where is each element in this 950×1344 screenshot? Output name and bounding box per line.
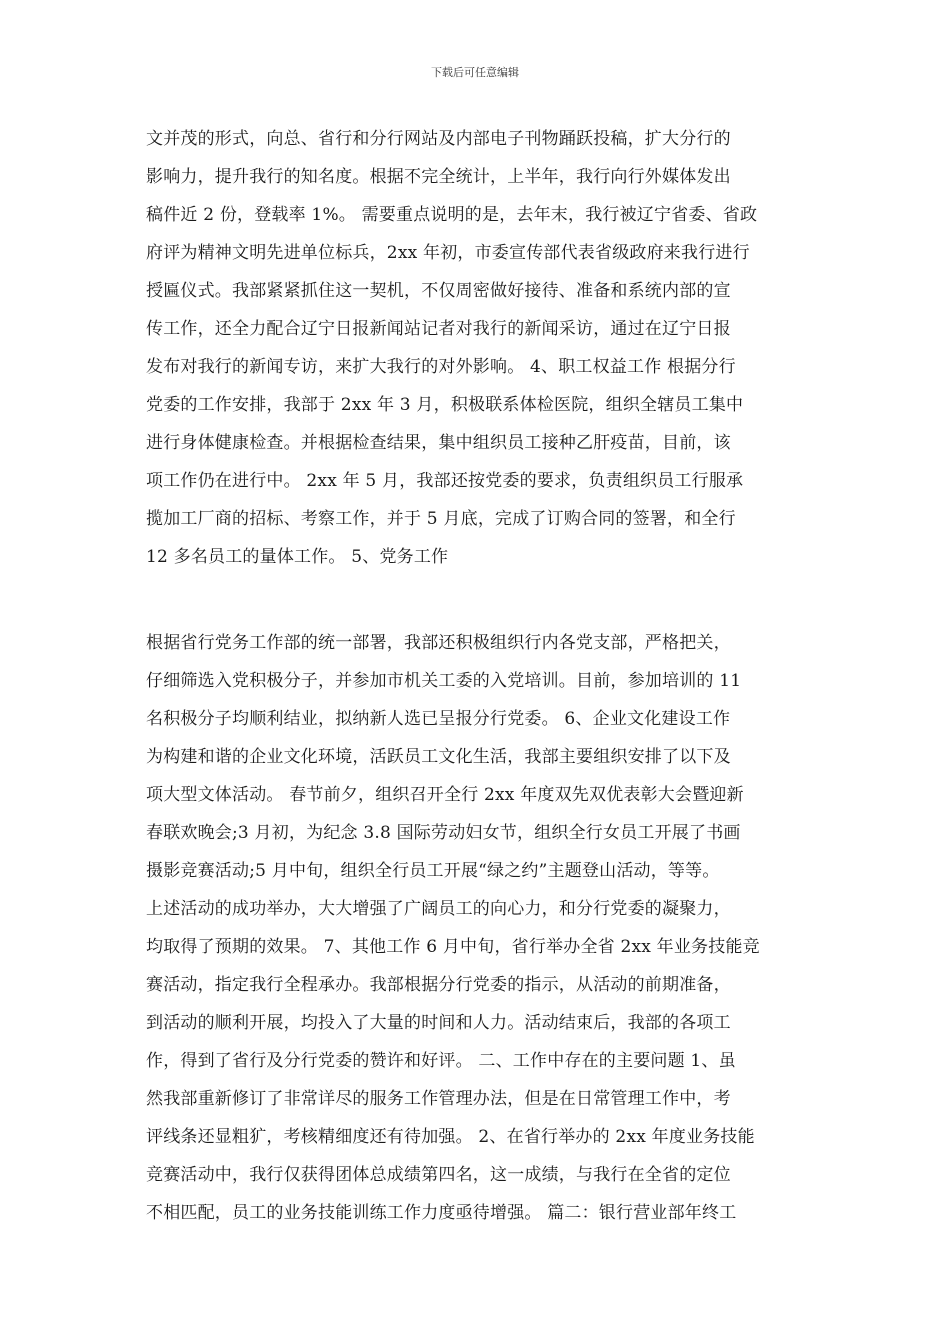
text-line: 均取得了预期的效果。 7、其他工作 6 月中旬，省行举办全省 2xx 年业务技能竞 bbox=[146, 937, 760, 957]
text-line: 赛活动，指定我行全程承办。我部根据分行党委的指示，从活动的前期准备， bbox=[146, 975, 731, 995]
text-line: 为构建和谐的企业文化环境，活跃员工文化生活，我部主要组织安排了以下及 bbox=[146, 747, 731, 767]
text-line: 作，得到了省行及分行党委的赞许和好评。 二、工作中存在的主要问题 1、虽 bbox=[146, 1051, 736, 1071]
text-line: 春联欢晚会;3 月初，为纪念 3.8 国际劳动妇女节，组织全行女员工开展了书画 bbox=[146, 823, 741, 843]
text-line: 传工作，还全力配合辽宁日报新闻站记者对我行的新闻采访，通过在辽宁日报 bbox=[146, 319, 731, 339]
text-line: 影响力，提升我行的知名度。根据不完全统计，上半年，我行向行外媒体发出 bbox=[146, 167, 731, 187]
text-line: 到活动的顺利开展，均投入了大量的时间和人力。活动结束后，我部的各项工 bbox=[146, 1013, 731, 1033]
text-line: 稿件近 2 份，登载率 1%。 需要重点说明的是，去年末，我行被辽宁省委、省政 bbox=[146, 205, 758, 225]
text-line: 仔细筛选入党积极分子，并参加市机关工委的入党培训。目前，参加培训的 11 bbox=[146, 671, 742, 691]
paragraph-2 bbox=[146, 624, 810, 1232]
paragraph-gap bbox=[146, 576, 810, 624]
text-line: 文并茂的形式，向总、省行和分行网站及内部电子刊物踊跃投稿，扩大分行的 bbox=[146, 129, 731, 149]
text-line: 揽加工厂商的招标、考察工作，并于 5 月底，完成了订购合同的签署，和全行 bbox=[146, 509, 736, 529]
text-line: 授匾仪式。我部紧紧抓住这一契机，不仅周密做好接待、准备和系统内部的宣 bbox=[146, 281, 731, 301]
text-line: 发布对我行的新闻专访，来扩大我行的对外影响。 4、职工权益工作 根据分行 bbox=[146, 357, 736, 377]
text-line: 竞赛活动中，我行仅获得团体总成绩第四名，这一成绩，与我行在全省的定位 bbox=[146, 1165, 731, 1185]
text-line: 项工作仍在进行中。 2xx 年 5 月，我部还按党委的要求，负责组织员工行服承 bbox=[146, 471, 744, 491]
text-line: 12 多名员工的量体工作。 5、党务工作 bbox=[146, 547, 449, 567]
text-line: 府评为精神文明先进单位标兵，2xx 年初，市委宣传部代表省级政府来我行进行 bbox=[146, 243, 750, 263]
text-line: 名积极分子均顺利结业，拟纳新人选已呈报分行党委。 6、企业文化建设工作 bbox=[146, 709, 731, 729]
text-line: 上述活动的成功举办，大大增强了广阔员工的向心力，和分行党委的凝聚力， bbox=[146, 899, 731, 919]
page-header: 下载后可任意编辑 bbox=[431, 66, 519, 79]
document-body bbox=[146, 120, 810, 1232]
text-line: 不相匹配，员工的业务技能训练工作力度亟待增强。 篇二：银行营业部年终工 bbox=[146, 1203, 737, 1223]
text-line: 评线条还显粗犷，考核精细度还有待加强。 2、在省行举办的 2xx 年度业务技能 bbox=[146, 1127, 755, 1147]
text-line: 然我部重新修订了非常详尽的服务工作管理办法，但是在日常管理工作中，考 bbox=[146, 1089, 731, 1109]
text-line: 项大型文体活动。 春节前夕，组织召开全行 2xx 年度双先双优表彰大会暨迎新 bbox=[146, 785, 744, 805]
text-line: 摄影竞赛活动;5 月中旬，组织全行员工开展“绿之约”主题登山活动，等等。 bbox=[146, 861, 720, 881]
text-line: 进行身体健康检查。并根据检查结果，集中组织员工接种乙肝疫苗，目前，该 bbox=[146, 433, 731, 453]
text-line: 根据省行党务工作部的统一部署，我部还积极组织行内各党支部，严格把关， bbox=[146, 633, 731, 653]
text-line: 党委的工作安排，我部于 2xx 年 3 月，积极联系体检医院，组织全辖员工集中 bbox=[146, 395, 744, 415]
paragraph-1 bbox=[146, 120, 810, 576]
